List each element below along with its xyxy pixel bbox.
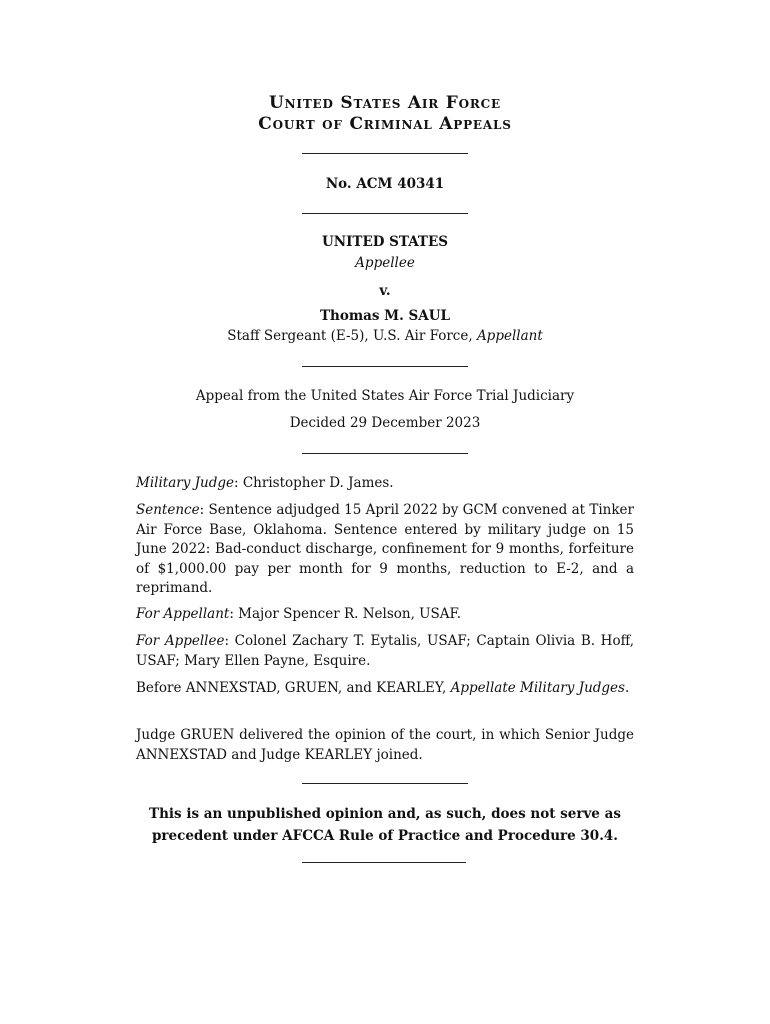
- for-appellant-value: : Major Spencer R. Nelson, USAF.: [229, 606, 462, 622]
- appellant-name: Thomas M. SAUL: [319, 308, 451, 324]
- appellee-role: Appellee: [355, 255, 415, 271]
- decided-date: Decided 29 December 2023: [289, 415, 481, 431]
- versus: v.: [379, 283, 391, 299]
- appellant-desc: Staff Sergeant (E-5), U.S. Air Force,: [227, 328, 473, 344]
- sentence-paragraph: [136, 501, 634, 599]
- appeal-from: Appeal from the United States Air Force Trial Judiciary: [195, 388, 575, 404]
- divider-5: [302, 783, 468, 784]
- sentence-label: Sentence: [136, 502, 200, 518]
- military-judge-label: Military Judge: [136, 475, 235, 491]
- divider-1: [302, 153, 468, 154]
- appellee-name: UNITED STATES: [321, 234, 449, 250]
- divider-3: [302, 366, 468, 367]
- unpublished-notice: [136, 803, 634, 847]
- case-number: No. ACM 40341: [325, 176, 445, 192]
- sentence-value: : Sentence adjudged 15 April 2022 by GCM convened at Tinker Air Force Base, Oklahoma. Sentence entered by military judge on 15 June 2022: Bad-conduct discharge, confinement for 9 months, forfeiture of $1,000.00 pay per month for 9 months, reduction to E-2, and a reprimand.: [136, 502, 634, 596]
- delivered-paragraph: Judge GRUEN delivered the opinion of the court, in which Senior Judge ANNEXSTAD and Judge KEARLEY joined.: [136, 727, 634, 763]
- military-judge-value: : Christopher D. James.: [234, 475, 394, 491]
- for-appellant-label: For Appellant: [136, 606, 230, 622]
- for-appellant-paragraph: [136, 605, 634, 625]
- court-title-line1: United States Air Force: [269, 93, 501, 113]
- notice-line2: precedent under AFCCA Rule of Practice and Procedure 30.4.: [151, 828, 618, 844]
- for-appellee-value: : Colonel Zachary T. Eytalis, USAF; Captain Olivia B. Hoff, USAF; Mary Ellen Payne, Esquire.: [136, 633, 634, 669]
- before-end: .: [624, 680, 630, 696]
- divider-4: [302, 453, 468, 454]
- divider-6: [302, 862, 466, 863]
- before-paragraph: [136, 679, 634, 699]
- for-appellee-paragraph: [136, 632, 634, 671]
- before-role: Appellate Military Judges: [450, 680, 625, 696]
- before-text: Before ANNEXSTAD, GRUEN, and KEARLEY,: [136, 680, 451, 696]
- divider-2: [302, 213, 468, 214]
- appellant-role: Appellant: [476, 328, 543, 344]
- military-judge-paragraph: [136, 474, 634, 494]
- notice-line1: This is an unpublished opinion and, as such, does not serve as: [149, 806, 621, 822]
- for-appellee-label: For Appellee: [136, 633, 225, 649]
- appellant-line: [0, 328, 770, 344]
- court-title-line2: Court of Criminal Appeals: [258, 114, 512, 134]
